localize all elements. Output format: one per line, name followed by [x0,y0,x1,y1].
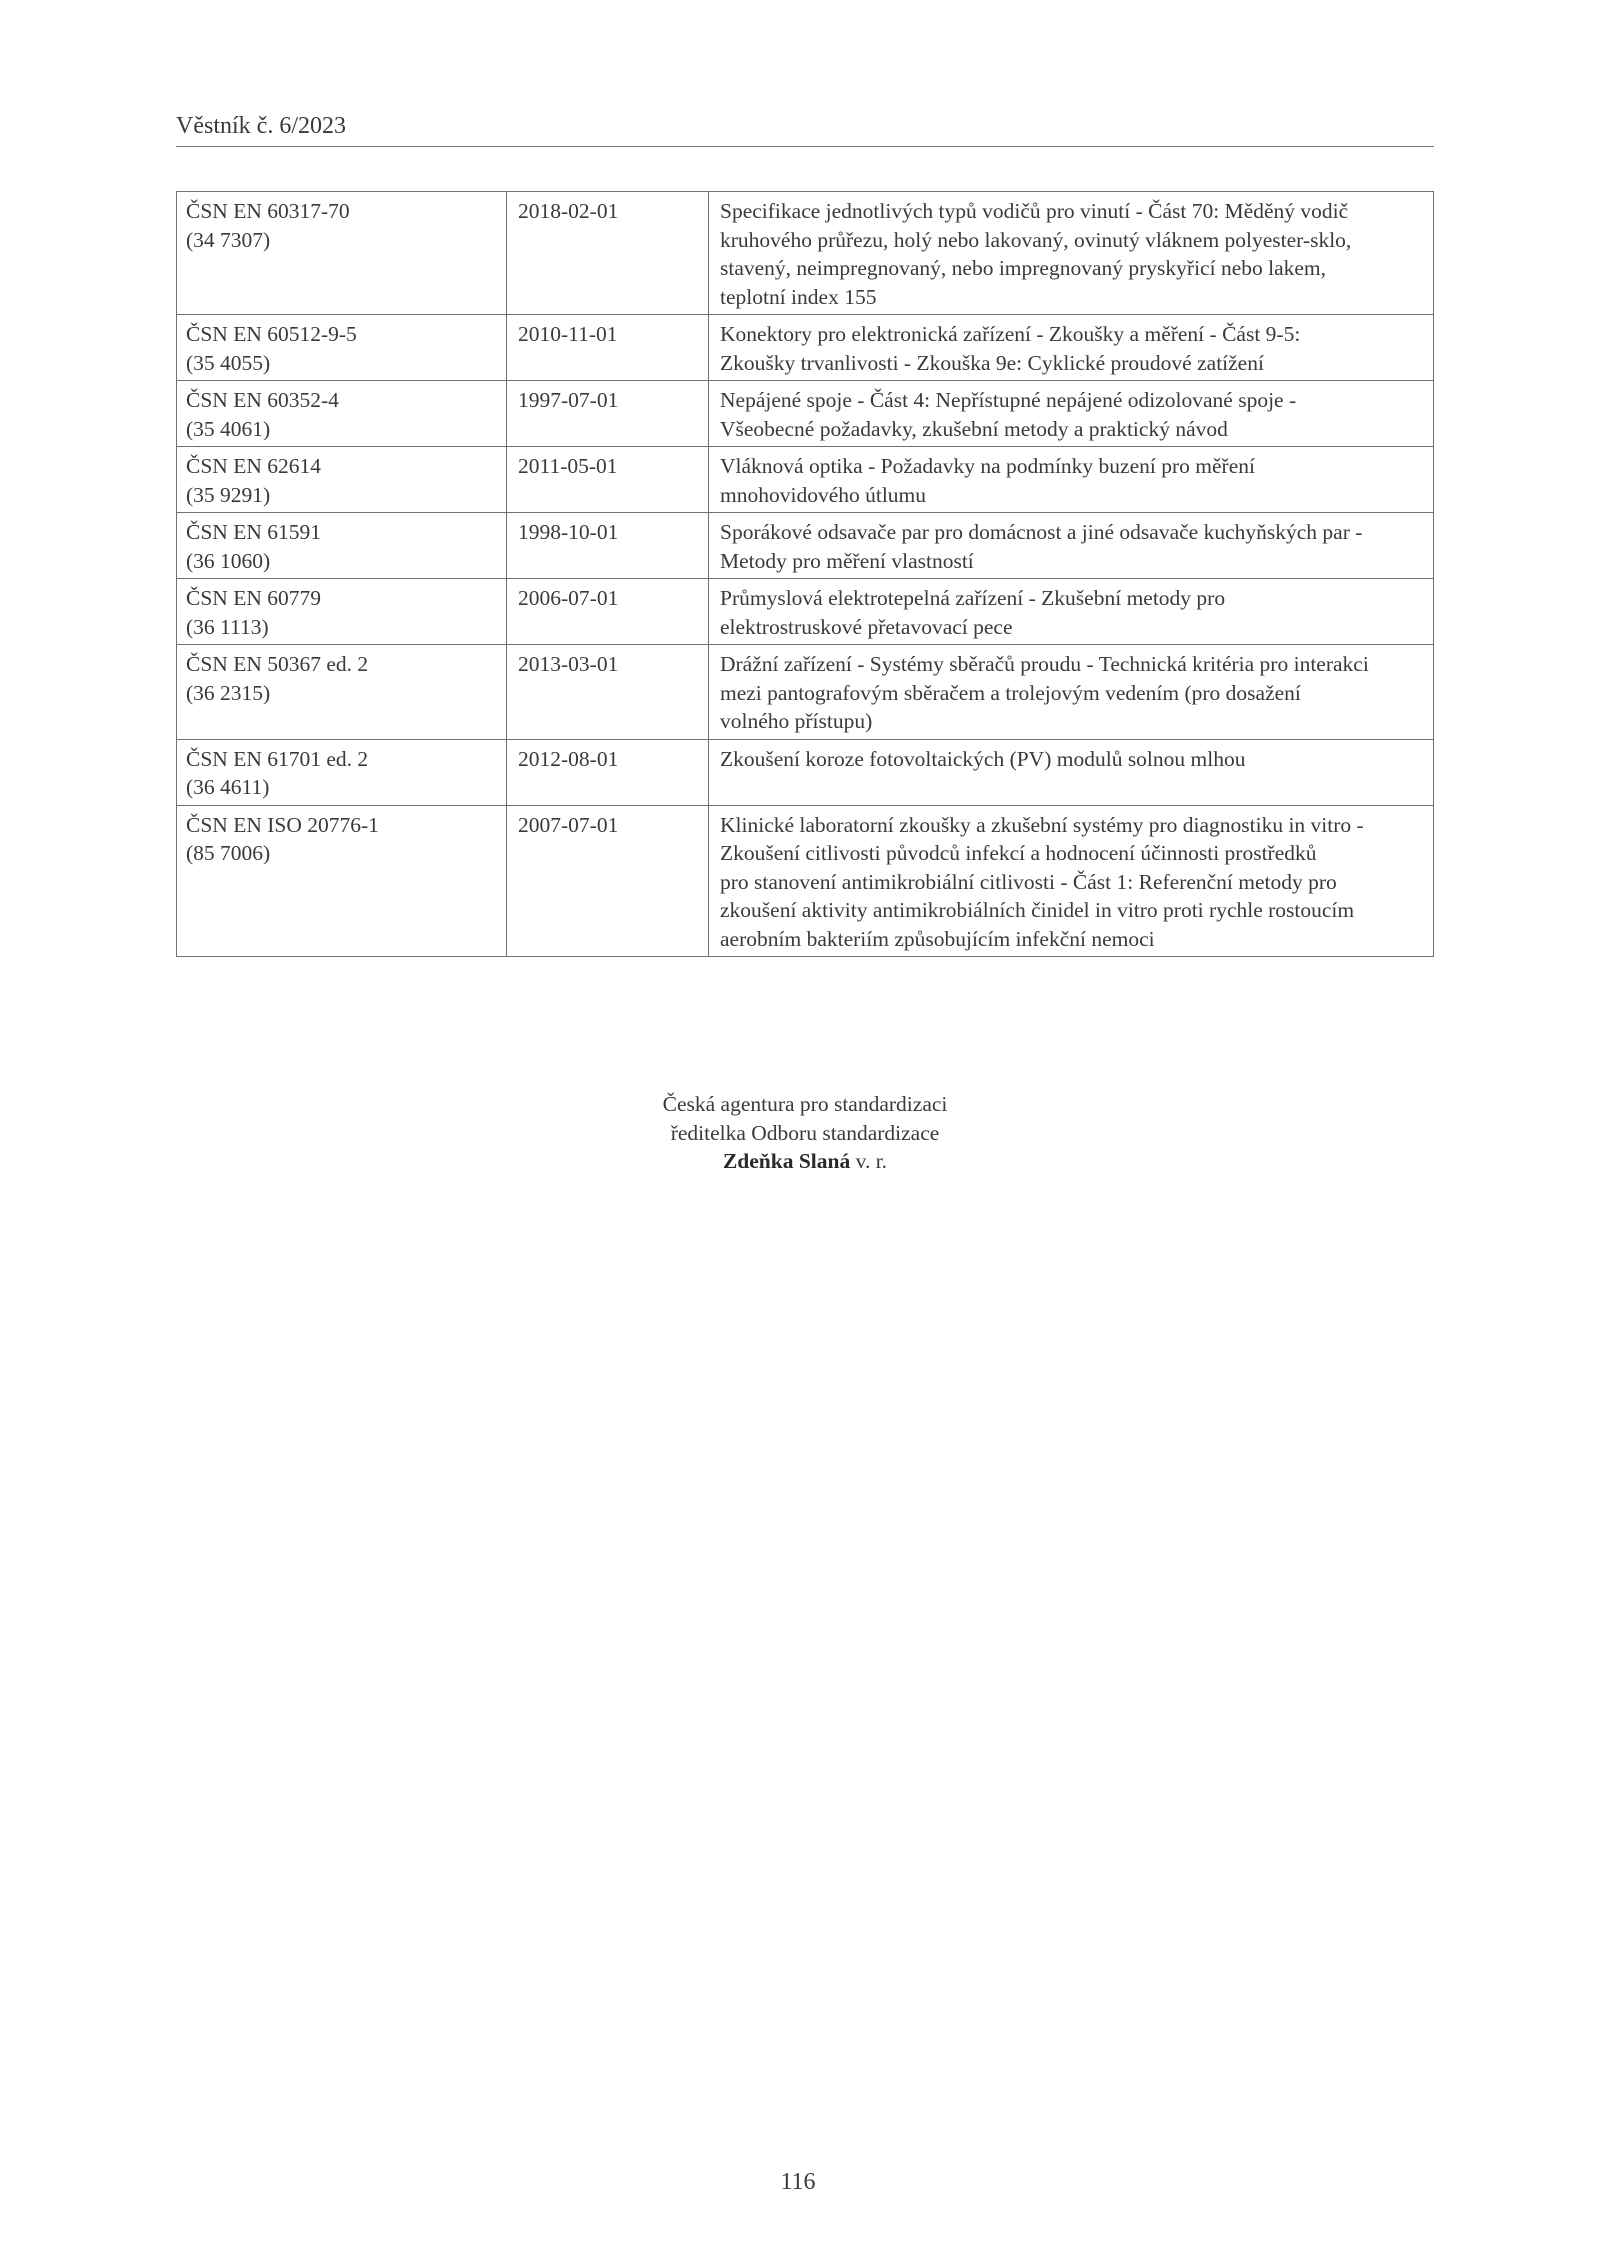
standard-title-line: Specifikace jednotlivých typů vodičů pro vinutí - Část 70: Měděný vodič [720,199,1349,223]
standard-code: ČSN EN 62614 [186,454,321,478]
date-cell: 2006-07-01 [507,579,709,645]
standard-title-line: pro stanovení antimikrobiální citlivosti - Část 1: Referenční metody pro [720,869,1337,894]
standard-title-line: Sporákové odsavače par pro domácnost a jiné odsavače kuchyňských par - [720,520,1363,544]
table-row [177,805,1434,957]
standard-title-line: mnohovidového útlumu [720,482,927,507]
standard-code-cell [177,645,507,740]
standard-title-line: zkoušení aktivity antimikrobiálních činidel in vitro proti rychle rostoucím [720,898,1355,922]
date-cell: 2013-03-01 [507,645,709,740]
standard-code: ČSN EN 60352-4 [186,388,339,412]
standard-title-cell [709,645,1434,740]
standard-code: ČSN EN 60317-70 [186,199,350,223]
standards-table [176,191,1434,957]
standard-code: ČSN EN 61591 [186,520,321,544]
standards-table-body [177,192,1434,957]
classification-number: (34 7307) [186,227,271,252]
classification-number: (85 7006) [186,841,271,865]
date-cell: 2007-07-01 [507,805,709,957]
standard-title-line: volného přístupu) [720,709,873,733]
signature-name: Zdeňka Slaná [722,1149,851,1173]
date-cell: 1997-07-01 [507,381,709,447]
classification-number: (35 9291) [186,482,271,507]
standard-title-line: Klinické laboratorní zkoušky a zkušební systémy pro diagnostiku in vitro - [720,812,1364,837]
classification-number: (35 4061) [186,416,271,441]
date-cell: 2010-11-01 [507,315,709,381]
standard-title-cell [709,447,1434,513]
table-row [177,579,1434,645]
standard-title-line: mezi pantografovým sběračem a trolejovým vedením (pro dosažení [720,680,1301,705]
standard-title-line: kruhového průřezu, holý nebo lakovaný, ovinutý vláknem polyester-sklo, [720,227,1352,252]
standard-title-line: Zkoušení koroze fotovoltaických (PV) modulů solnou mlhou [720,746,1246,771]
standard-title-line: stavený, neimpregnovaný, nebo impregnovaný pryskyřicí nebo lakem, [720,256,1327,280]
table-row [177,192,1434,315]
table-row [177,315,1434,381]
classification-number: (36 2315) [186,680,271,705]
date-cell: 2012-08-01 [507,739,709,805]
standard-title-line: Zkoušení citlivosti původců infekcí a hodnocení účinnosti prostředků [720,841,1317,865]
standard-title-line: Všeobecné požadavky, zkušební metody a praktický návod [720,416,1228,441]
standard-code: ČSN EN 50367 ed. 2 [186,652,369,676]
standard-code-cell [177,447,507,513]
standard-title-line: Drážní zařízení - Systémy sběračů proudu - Technická kritéria pro interakci [720,652,1369,676]
standard-code-cell [177,579,507,645]
page-header [176,112,1434,147]
standard-title-line: aerobním bakteriím způsobujícím infekční nemoci [720,926,1155,951]
date-cell: 1998-10-01 [507,513,709,579]
journal-title: Věstník č. 6/2023 [176,113,346,139]
standard-title-cell [709,381,1434,447]
standard-title-line: Průmyslová elektrotepelná zařízení - Zkušební metody pro [720,586,1226,610]
standard-title-line: Metody pro měření vlastností [720,548,974,573]
signature-position: ředitelka Odboru standardizace [670,1120,940,1145]
signature-suffix: v. r. [850,1149,888,1173]
standard-title-line: teplotní index 155 [720,284,877,309]
standard-code-cell [177,381,507,447]
classification-number: (36 1060) [186,548,271,573]
standard-title-cell [709,513,1434,579]
standard-code: ČSN EN ISO 20776-1 [186,812,379,837]
standard-title-cell [709,579,1434,645]
standard-code-cell [177,805,507,957]
signature-name-line [0,1147,1600,1176]
standard-code-cell [177,739,507,805]
date-cell: 2011-05-01 [507,447,709,513]
standard-title-cell [709,739,1434,805]
classification-number: (36 1113) [186,614,269,639]
table-row [177,645,1434,740]
date-cell: 2018-02-01 [507,192,709,315]
signature-agency: Česká agentura pro standardizaci [662,1092,948,1116]
standard-title-line: Konektory pro elektronická zařízení - Zkoušky a měření - Část 9-5: [720,322,1301,346]
table-row [177,381,1434,447]
standard-title-line: elektrostruskové přetavovací pece [720,614,1013,639]
table-row [177,447,1434,513]
standard-title-cell [709,315,1434,381]
standard-title-line: Nepájené spoje - Část 4: Nepřístupné nepájené odizolované spoje - [720,388,1297,412]
standard-code: ČSN EN 61701 ed. 2 [186,746,369,771]
standard-title-line: Zkoušky trvanlivosti - Zkouška 9e: Cyklické proudové zatížení [720,350,1264,375]
standard-code-cell [177,192,507,315]
standard-code-cell [177,315,507,381]
classification-number: (36 4611) [186,775,270,799]
standard-code: ČSN EN 60512-9-5 [186,322,357,346]
standard-code-cell [177,513,507,579]
standard-title-line: Vláknová optika - Požadavky na podmínky buzení pro měření [720,454,1255,478]
standard-title-cell [709,192,1434,315]
standard-title-cell [709,805,1434,957]
signature-block [0,1090,1600,1176]
classification-number: (35 4055) [186,350,271,375]
page-number: 116 [780,2169,816,2195]
table-row [177,513,1434,579]
table-row [177,739,1434,805]
standard-code: ČSN EN 60779 [186,586,321,610]
